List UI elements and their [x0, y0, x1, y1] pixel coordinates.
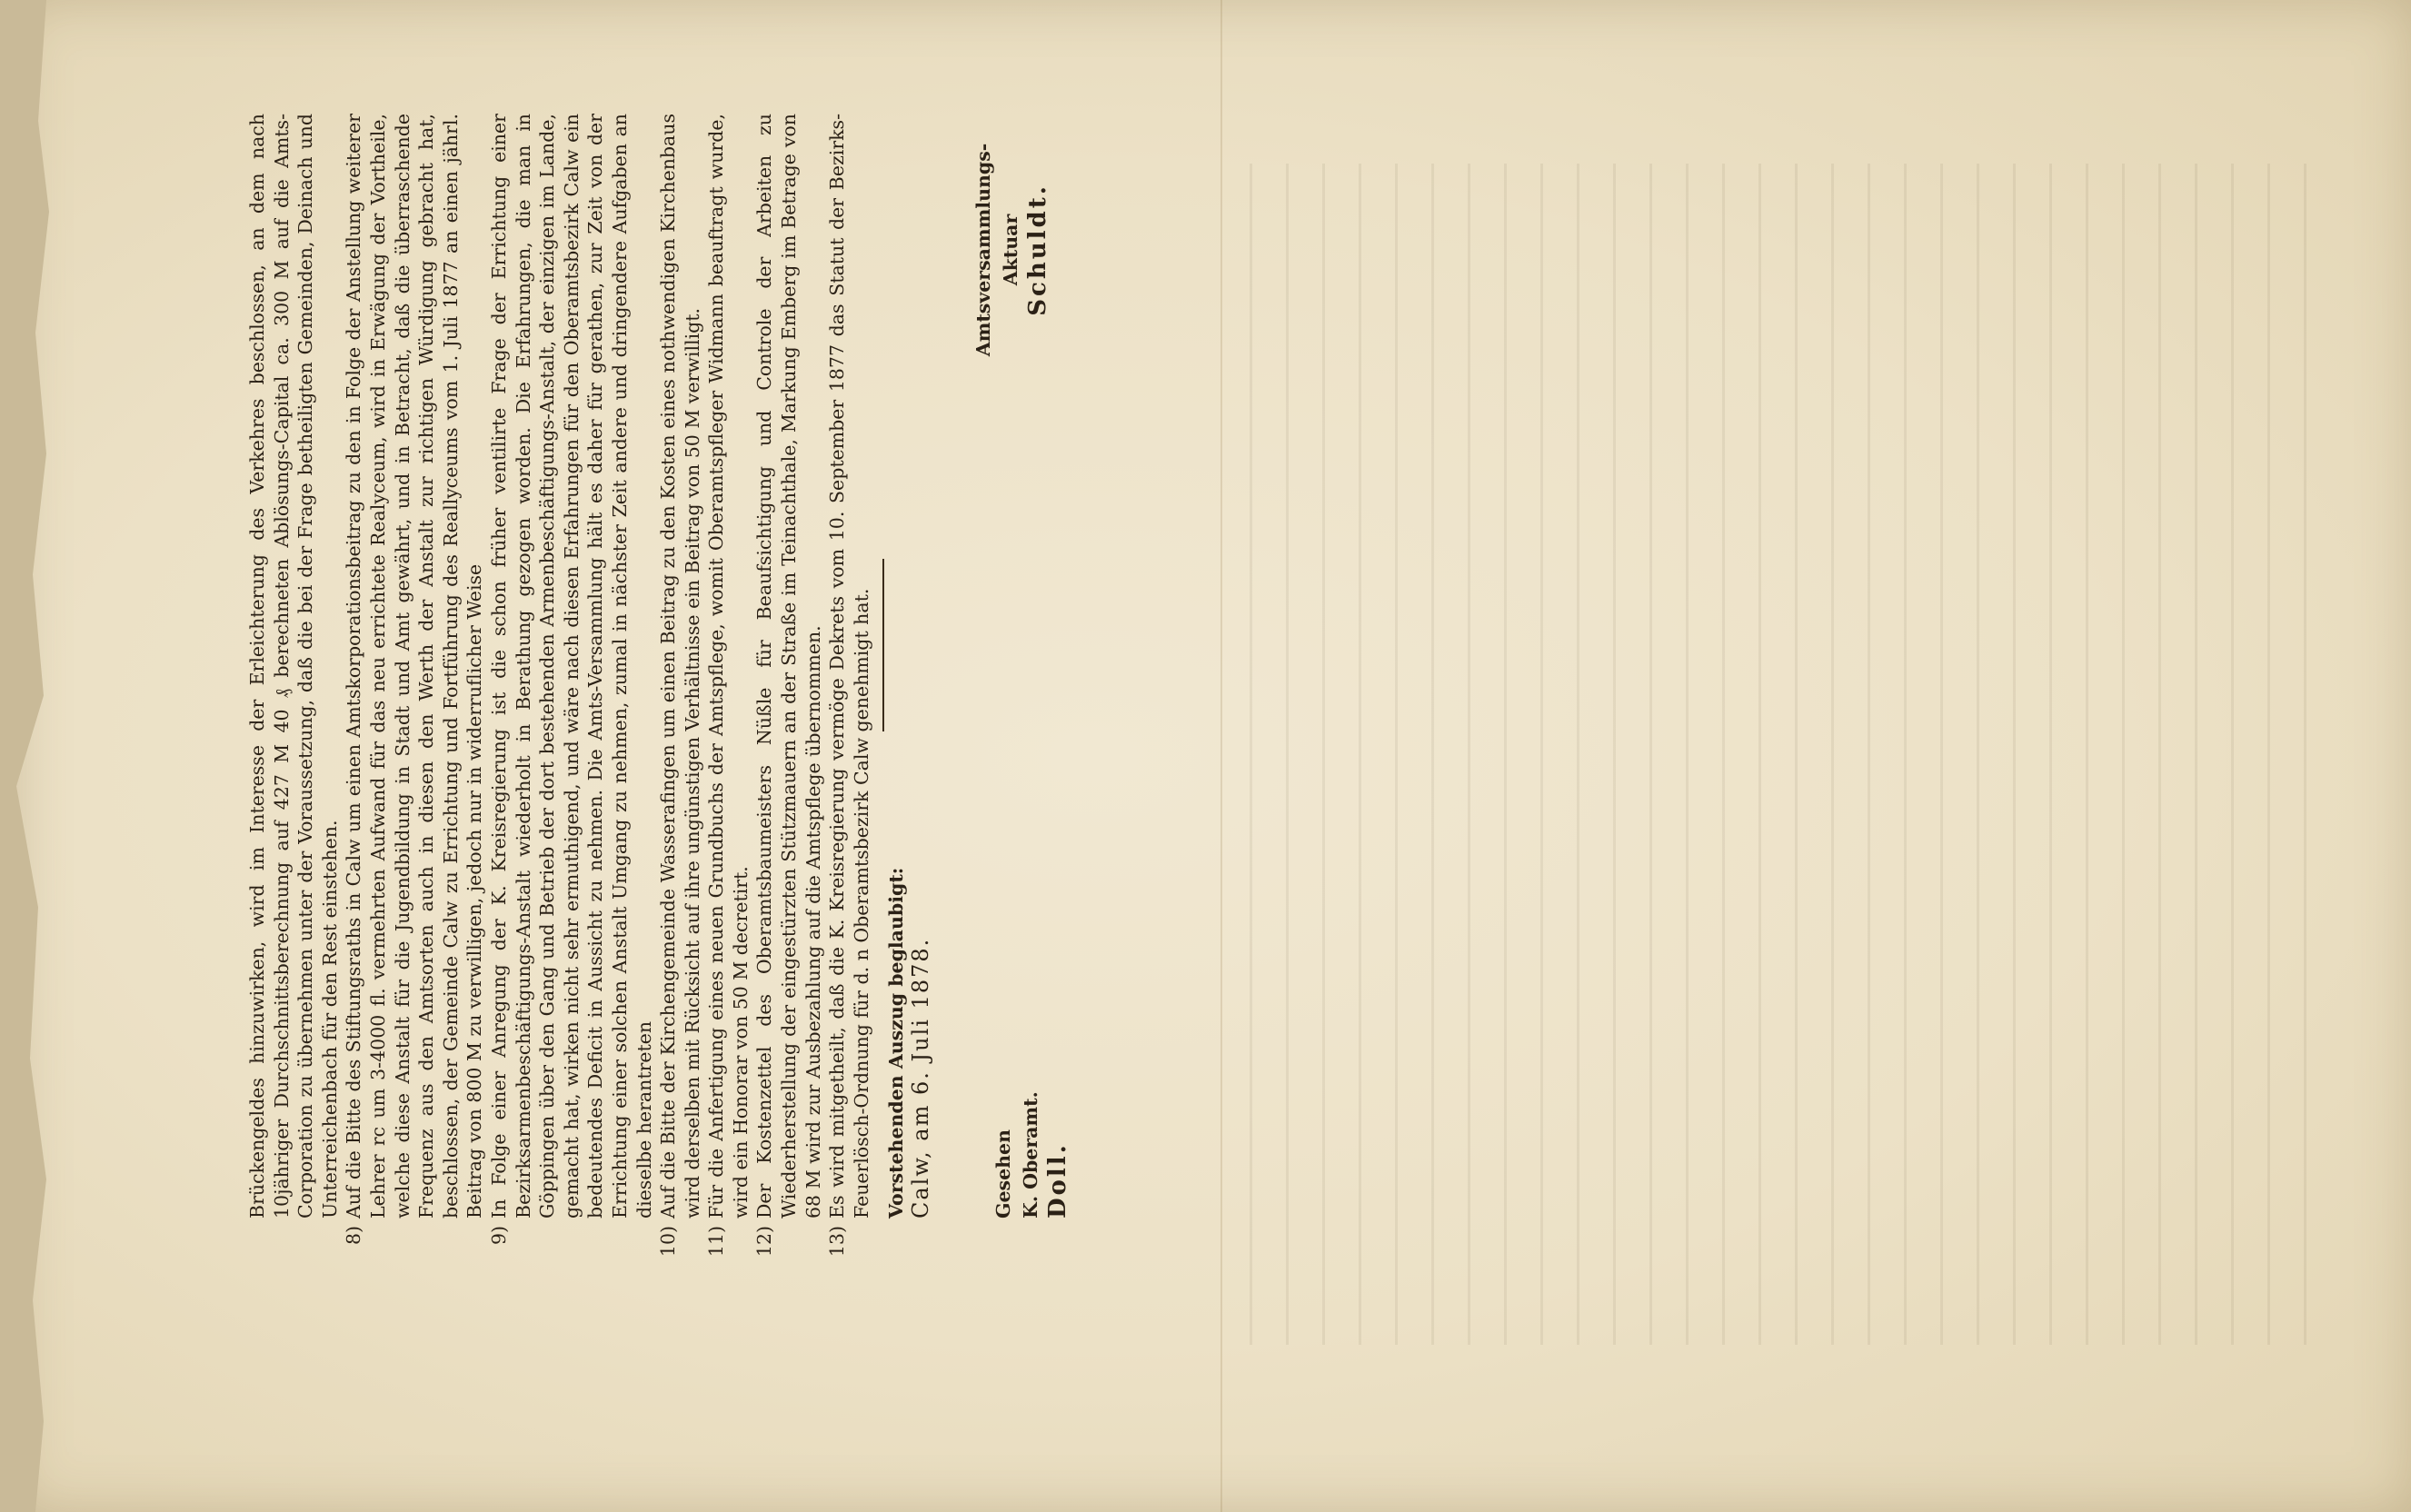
agenda-item-11 [704, 114, 752, 1277]
item-number: 12) [753, 1226, 776, 1258]
item-number: 9) [487, 1226, 510, 1246]
agenda-item-12 [752, 114, 825, 1277]
agenda-item-9 [487, 114, 656, 1277]
seen-by [990, 1091, 1071, 1219]
item-number: 13) [826, 1226, 849, 1258]
reverse-side-bleed-through [1216, 164, 2306, 1345]
actuary-title: Amtsversammlungs-Aktuar [971, 143, 1021, 357]
seen-label: Gesehen [991, 1129, 1014, 1219]
official-signature: Doll. [1043, 1142, 1071, 1219]
attestation-line: Vorstehenden Auszug beglaubigt: [885, 867, 908, 1219]
agenda-item-10 [656, 114, 704, 1277]
paragraph-continuation: Brückengeldes hinzuwirken, wird im Interesse der Erleichterung des Verkehres beschlossen, an dem nach 10jähriger Durchschnittsberechnung auf 427 M 40 ₰ berechneten Ablösungs-Capital ca. 300 M auf die Amts-Corporation zu übernehmen unter der Voraussetzung, daß die bei der Frage betheiligten Gemeinden, Deinach und Unterreichenbach für den Rest einstehen. [246, 114, 341, 1219]
item-text: Auf die Bitte des Stiftungsraths in Calw um einen Amtskorporationsbeitrag zu den in Folge der Anstellung weiterer Lehrer rc um 3-4000 fl. vermehrten Aufwand für das neu errichtete Realyceum, wird in Erwägung der Vortheile, welche diese Anstalt für die Jugendbildung in Stadt und Amt gewährt, und in Betracht, daß die überraschende Frequenz aus den Amtsorten auch in diesen den Werth der Anstalt zur richtigen Würdigung gebracht hat, beschlossen, der Gemeinde Calw zu Errichtung und Fortführung des Reallyceums vom 1. Juli 1877 an einen jährl. Beitrag von 800 M zu verwilligen, jedoch nur in widerruflicher Weise [343, 114, 486, 1219]
actuary-signature [970, 114, 1051, 386]
item-text: Auf die Bitte der Kirchengemeinde Wasserafingen um einen Beitrag zu den Kosten eines nothwendigen Kirchenbaus wird derselben mit Rücksicht auf ihre ungünstigen Verhältnisse ein Beitrag von 50 M verwilligt. [657, 114, 703, 1219]
item-number: 11) [705, 1226, 728, 1258]
item-text: Für die Anfertigung eines neuen Grundbuchs der Amtspflege, womit Oberamtspfleger Widmann beauftragt wurde, wird ein Honorar von 50 M decretirt. [705, 114, 752, 1219]
place-and-date: Calw, am 6. Juli 1878. [908, 937, 934, 1219]
agenda-item-13 [825, 114, 873, 1277]
item-text: Es wird mitgetheilt, daß die K. Kreisregierung vermöge Dekrets vom 10. September 1877 das Statut der Bezirks-Feuerlösch-Ordnung für d. n Oberamtsbezirk Calw genehmigt hat. [826, 114, 872, 1219]
torn-left-edge [16, 0, 71, 1512]
office-name: K. Oberamt. [1019, 1091, 1041, 1219]
item-text: Der Kostenzettel des Oberamtsbaumeisters Nüßle für Beaufsichtigung und Controle der Arbeiten zu Wiederherstellung der eingestürzten Stützmauern an der Straße im Teinachthale, Markung Emberg im Betrage von 68 M wird zur Ausbezahlung auf die Amtspflege übernommen. [753, 114, 824, 1219]
agenda-item-8 [342, 114, 487, 1277]
actuary-name: Schuldt. [1023, 184, 1051, 316]
item-number: 8) [343, 1226, 365, 1246]
rotated-text-block [245, 114, 1236, 1277]
signature-block [970, 114, 1097, 1277]
item-text: In Folge einer Anregung der K. Kreisregierung ist die schon früher ventilirte Frage der Errichtung einer Bezirksarmenbeschäftigungs-Anstalt wiederholt in Berathung gezogen worden. Die Erfahrungen, die man in Göppingen über den Gang und Betrieb der dort bestehenden Armenbeschäftigungs-Anstalt, der einzigen im Lande, gemacht hat, wirken nicht sehr ermuthigend, und wäre nach diesen Erfahrungen für den Oberamtsbezirk Calw ein bedeutendes Deficit in Aussicht zu nehmen. Die Amts-Versammlung hält es daher für gerathen, zur Zeit von der Errichtung einer solchen Anstalt Umgang zu nehmen, zumal in nächster Zeit andere und dringendere Aufgaben an dieselbe herantreten [487, 114, 655, 1219]
item-number: 10) [657, 1226, 680, 1258]
